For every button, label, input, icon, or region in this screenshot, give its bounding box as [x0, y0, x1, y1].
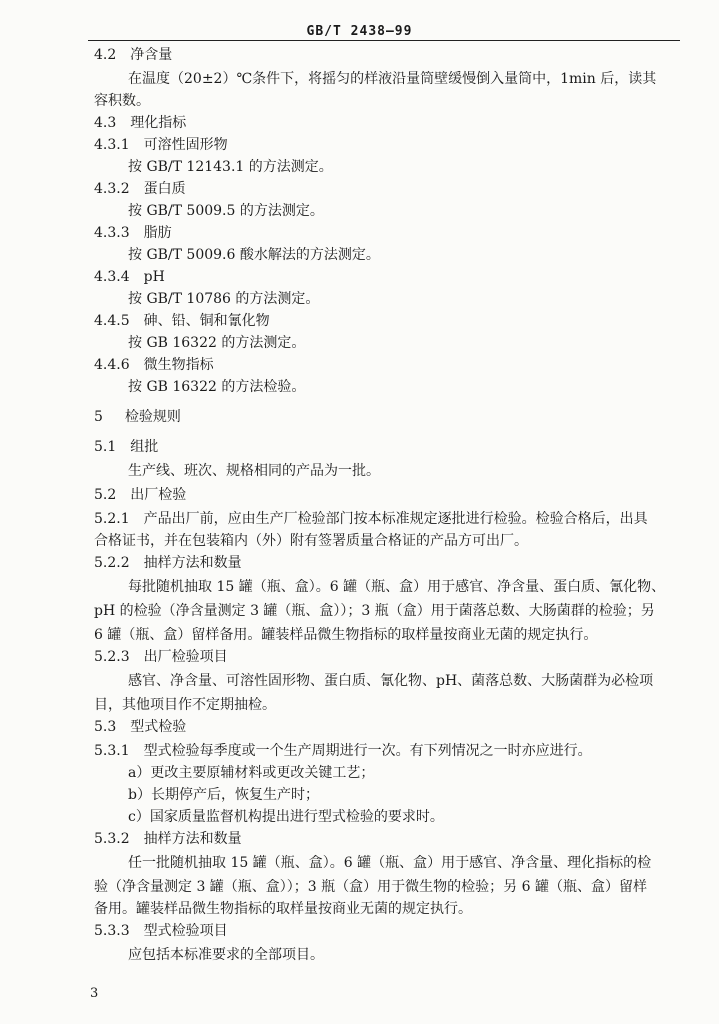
section-title: 砷、铅、铜和氰化物 — [143, 313, 270, 329]
section-number: 5.2 — [94, 487, 117, 503]
section-number: 5.3.1 — [94, 743, 130, 759]
section-title: 出厂检验 — [130, 487, 187, 503]
paragraph-line: 每批随机抽取 15 罐（瓶、盒）。6 罐（瓶、盒）用于感官、净含量、蛋白质、氰化物、 — [128, 579, 666, 595]
header-rule — [88, 40, 680, 41]
section-title: 抽样方法和数量 — [143, 831, 242, 847]
heading-4-4-5 — [94, 312, 270, 330]
section-number: 4.3.1 — [94, 137, 130, 153]
paragraph-line: 目，其他项目作不定期抽检。 — [94, 697, 276, 713]
section-title: 出厂检验项目 — [143, 649, 228, 665]
heading-5-3-2 — [94, 830, 242, 848]
heading-5-2-1 — [94, 510, 648, 528]
list-item: b）长期停产后，恢复生产时； — [128, 787, 319, 803]
section-title: 检验规则 — [124, 409, 181, 425]
section-number: 5.3 — [94, 719, 117, 735]
list-item: a）更改主要原辅材料或更改关键工艺； — [128, 765, 375, 781]
paragraph-line: 备用。罐装样品微生物指标的取样量按商业无菌的规定执行。 — [94, 901, 472, 917]
page-number: 3 — [90, 986, 99, 1001]
section-title: 抽样方法和数量 — [143, 555, 242, 571]
paragraph-line: 按 GB 16322 的方法检验。 — [128, 379, 306, 395]
section-text: 型式检验每季度或一个生产周期进行一次。有下列情况之一时亦应进行。 — [143, 743, 592, 759]
heading-5-2 — [94, 486, 186, 504]
heading-5-2-3 — [94, 648, 228, 666]
paragraph-line: 应包括本标准要求的全部项目。 — [128, 947, 324, 963]
paragraph-line: 按 GB 16322 的方法测定。 — [128, 335, 306, 351]
section-title: 蛋白质 — [143, 181, 186, 197]
section-number: 4.3.4 — [94, 269, 130, 285]
heading-4-3-4 — [94, 268, 165, 286]
list-item: c）国家质量监督机构提出进行型式检验的要求时。 — [128, 809, 444, 825]
section-number: 5.2.1 — [94, 511, 130, 527]
section-number: 5.3.2 — [94, 831, 130, 847]
heading-4-3-2 — [94, 180, 186, 198]
paragraph-line: pH 的检验（净含量测定 3 罐（瓶、盒））；3 瓶（盒）用于菌落总数、大肠菌群的检验；另 — [94, 603, 655, 619]
section-title: 微生物指标 — [143, 357, 214, 373]
heading-4-3-1 — [94, 136, 228, 154]
section-number: 5.2.3 — [94, 649, 130, 665]
paragraph-line: 按 GB/T 10786 的方法测定。 — [128, 291, 320, 307]
section-number: 4.4.6 — [94, 357, 130, 373]
heading-5-1 — [94, 438, 158, 456]
section-number: 4.2 — [94, 47, 117, 63]
standard-header: GB/T 2438—99 — [306, 24, 413, 39]
heading-4-2 — [94, 46, 172, 64]
section-number: 4.4.5 — [94, 313, 130, 329]
section-number: 5.1 — [94, 439, 117, 455]
section-title: 型式检验 — [130, 719, 187, 735]
section-title: 可溶性固形物 — [143, 137, 228, 153]
section-title: 净含量 — [130, 47, 173, 63]
section-text: 产品出厂前，应由生产厂检验部门按本标准规定逐批进行检验。检验合格后，出具 — [143, 511, 648, 527]
paragraph-line: 容积数。 — [94, 93, 150, 109]
paragraph-line: 按 GB/T 5009.6 酸水解法的方法测定。 — [128, 247, 380, 263]
section-number: 5.3.3 — [94, 923, 130, 939]
section-number: 4.3.2 — [94, 181, 130, 197]
section-title: pH — [143, 269, 165, 285]
paragraph-line: 合格证书，并在包装箱内（外）附有签署质量合格证的产品方可出厂。 — [94, 533, 528, 549]
heading-4-4-6 — [94, 356, 214, 374]
paragraph-line: 任一批随机抽取 15 罐（瓶、盒）。6 罐（瓶、盒）用于感官、净含量、理化指标的检 — [128, 855, 652, 871]
section-number: 4.3 — [94, 115, 117, 131]
section-number: 5 — [94, 409, 103, 425]
section-title: 理化指标 — [130, 115, 187, 131]
heading-5-3 — [94, 718, 186, 736]
paragraph-line: 按 GB/T 5009.5 的方法测定。 — [128, 203, 324, 219]
paragraph-line: 感官、净含量、可溶性固形物、蛋白质、氰化物、pH、菌落总数、大肠菌群为必检项 — [128, 673, 654, 689]
heading-5-2-2 — [94, 554, 242, 572]
section-number: 4.3.3 — [94, 225, 130, 241]
heading-4-3 — [94, 114, 186, 132]
section-number: 5.2.2 — [94, 555, 130, 571]
heading-4-3-3 — [94, 224, 172, 242]
paragraph-line: 生产线、班次、规格相同的产品为一批。 — [128, 463, 380, 479]
paragraph-line: 6 罐（瓶、盒）留样备用。罐装样品微生物指标的取样量按商业无菌的规定执行。 — [94, 627, 598, 643]
section-title: 脂肪 — [143, 225, 172, 241]
section-title: 组批 — [130, 439, 159, 455]
heading-5-3-1 — [94, 742, 592, 760]
heading-5-3-3 — [94, 922, 228, 940]
paragraph-line: 按 GB/T 12143.1 的方法测定。 — [128, 159, 333, 175]
section-title: 型式检验项目 — [143, 923, 228, 939]
paragraph-line: 验（净含量测定 3 罐（瓶、盒））；3 瓶（盒）用于微生物的检验；另 6 罐（瓶、盒）留样 — [94, 879, 647, 895]
heading-5 — [94, 408, 181, 426]
paragraph-line: 在温度（20±2）℃条件下，将摇匀的样液沿量筒壁缓慢倒入量筒中，1min 后，读其 — [128, 71, 657, 87]
